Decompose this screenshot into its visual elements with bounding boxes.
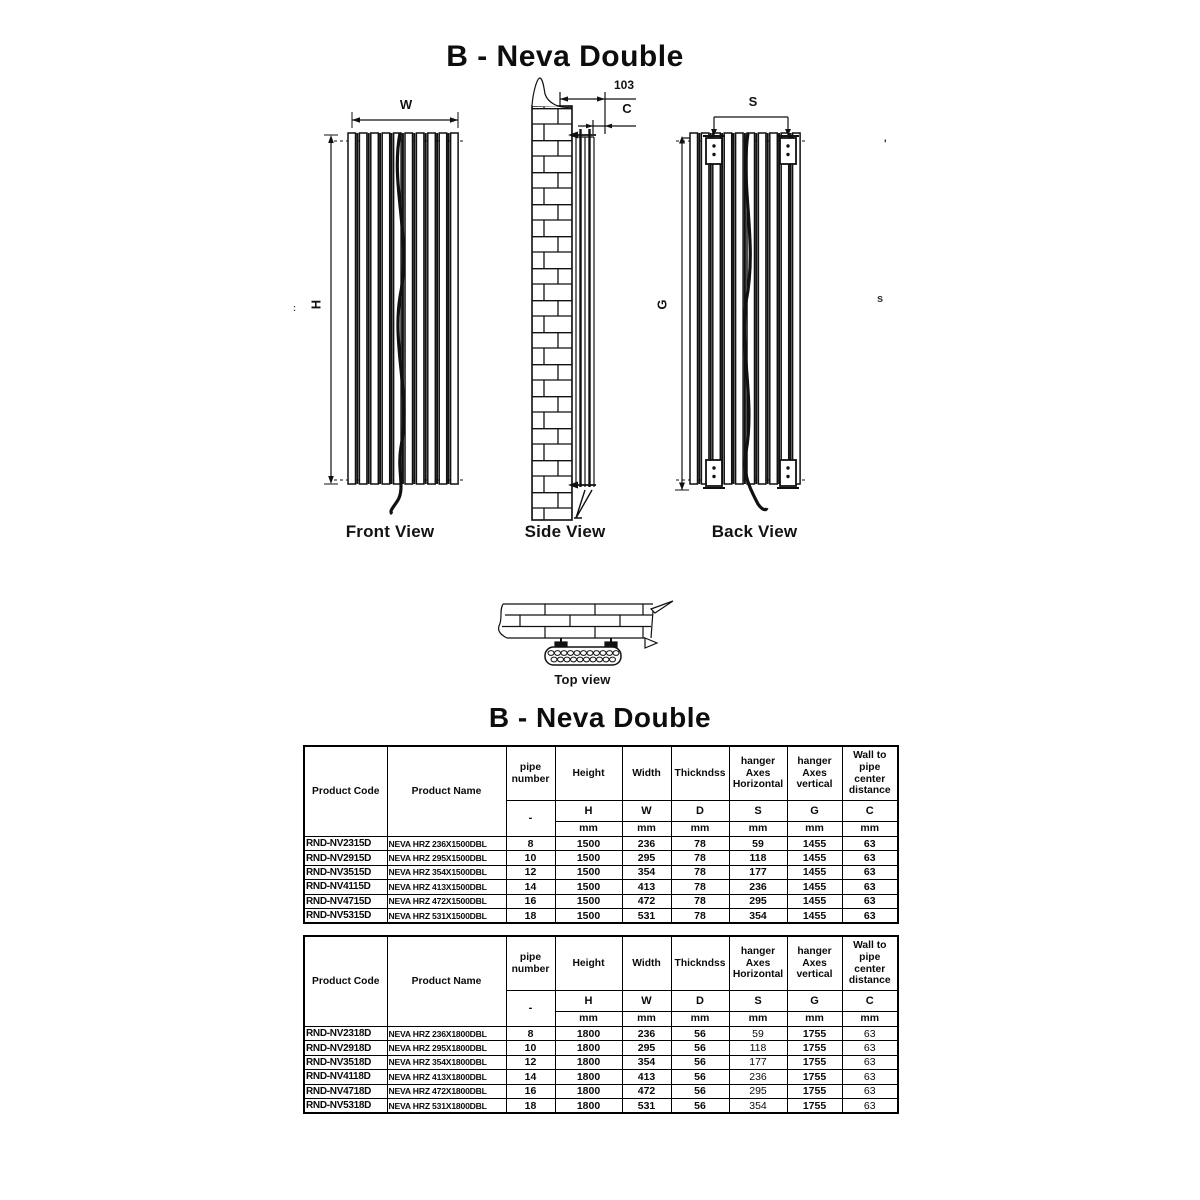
table-cell: NEVA HRZ 236X1800DBL [387,1027,506,1041]
table-cell: 78 [671,908,729,923]
unit-cell: mm [555,822,622,837]
col-height: Height [555,936,622,991]
table-cell: 295 [622,1041,671,1055]
table-cell: 63 [842,1084,898,1098]
col-pipe-number: pipe number [506,936,555,991]
table-cell: NEVA HRZ 354X1500DBL [387,865,506,879]
table-body-1500 [304,837,898,924]
front-view-label: Front View [345,522,435,541]
table-cell: RND-NV4715D [304,894,387,908]
table-cell: 56 [671,1070,729,1084]
brick-course-lines [502,615,652,627]
dim-w-label: W [399,97,413,112]
sub-d: D [671,801,729,822]
table-cell: RND-NV3518D [304,1055,387,1069]
table-cell: 8 [506,837,555,851]
table-cell: 1755 [787,1070,842,1084]
table-cell: 295 [622,851,671,865]
sub-s: S [729,801,787,822]
table-cell: 413 [622,880,671,894]
col-width: Width [622,746,671,801]
spec-table-1500 [303,745,899,924]
table-cell: 472 [622,1084,671,1098]
table-cell: 295 [729,1084,787,1098]
table-cell: 16 [506,894,555,908]
table-cell: 1800 [555,1055,622,1069]
sub-g: G [787,801,842,822]
wall-break-top [532,78,572,107]
radiator-strip [576,137,594,487]
table-cell: 1455 [787,894,842,908]
table-cell: 63 [842,1055,898,1069]
table-cell: RND-NV5315D [304,908,387,923]
bracket-stems [561,638,611,646]
table-cell: 78 [671,851,729,865]
table-cell: 118 [729,851,787,865]
unit-cell: mm [729,1012,787,1027]
table-row [304,1041,898,1055]
table-row [304,894,898,908]
table-cell: 14 [506,1070,555,1084]
table-cell: 1455 [787,865,842,879]
col-hanger-vertical: hanger Axes vertical [787,746,842,801]
table-cell: NEVA HRZ 413X1500DBL [387,880,506,894]
table-cell: RND-NV5318D [304,1098,387,1113]
sub-h: H [555,801,622,822]
table-row [304,1098,898,1113]
sub-w: W [622,991,671,1012]
table-cell: 16 [506,1084,555,1098]
table-cell: 78 [671,865,729,879]
table-row [304,908,898,923]
side-view-label: Side View [524,522,606,541]
wall-band-left-break [499,604,507,638]
table-cell: 236 [729,1070,787,1084]
table-cell: NEVA HRZ 472X1800DBL [387,1084,506,1098]
col-pipe-number: pipe number [506,746,555,801]
col-hanger-horizontal: hanger Axes Horizontal [729,746,787,801]
unit-cell: mm [622,1012,671,1027]
hanger-bracket-top-left [703,136,725,164]
table-cell: RND-NV2918D [304,1041,387,1055]
table-cell: 78 [671,880,729,894]
table-cell: 1500 [555,865,622,879]
table-cell: 18 [506,1098,555,1113]
table-cell: 1800 [555,1098,622,1113]
wall-band-right-step [645,638,657,648]
table-cell: 63 [842,1098,898,1113]
table-cell: 413 [622,1070,671,1084]
spec-table-1800 [303,935,899,1114]
table-cell: 1500 [555,880,622,894]
table-cell: 63 [842,865,898,879]
table-row [304,1027,898,1041]
sub-dash: - [506,801,555,837]
foot-detail [574,490,592,518]
table-cell: NEVA HRZ 413X1800DBL [387,1070,506,1084]
sub-g: G [787,991,842,1012]
table-cell: 236 [729,880,787,894]
brick-wall [532,106,572,520]
col-product-name: Product Name [387,936,506,1027]
back-view-label: Back View [711,522,798,541]
col-product-code: Product Code [304,746,387,837]
table-row [304,1055,898,1069]
table-cell: 18 [506,908,555,923]
table-cell: RND-NV4718D [304,1084,387,1098]
hanger-bracket-top-right [777,136,799,164]
table-cell: 1755 [787,1055,842,1069]
brick-joints [520,604,643,638]
unit-cell: mm [787,1012,842,1027]
table-row [304,837,898,851]
table-cell: 354 [729,1098,787,1113]
table-row [304,880,898,894]
table-cell: 1455 [787,880,842,894]
table-cell: 63 [842,837,898,851]
table-cell: NEVA HRZ 531X1800DBL [387,1098,506,1113]
dim-c-label: C [622,101,632,116]
table-cell: 354 [622,865,671,879]
unit-cell: mm [671,1012,729,1027]
table-cell: RND-NV4115D [304,880,387,894]
table-cell: 1455 [787,851,842,865]
stray-mark: s [877,293,884,305]
table-cell: 1500 [555,851,622,865]
col-width: Width [622,936,671,991]
table-cell: 531 [622,1098,671,1113]
sub-c: C [842,801,898,822]
table-cell: 1755 [787,1084,842,1098]
table-cell: 56 [671,1055,729,1069]
table-cell: NEVA HRZ 236X1500DBL [387,837,506,851]
table-cell: 10 [506,1041,555,1055]
dim-h-label: H [308,299,324,310]
sub-c: C [842,991,898,1012]
table-cell: 56 [671,1098,729,1113]
dim-g-line [682,138,690,490]
table-cell: 63 [842,908,898,923]
table-cell: 1455 [787,908,842,923]
unit-cell: mm [842,822,898,837]
table-row [304,851,898,865]
table-cell: 8 [506,1027,555,1041]
table-cell: 118 [729,1041,787,1055]
stray-mark: : [293,303,296,313]
table-cell: 1800 [555,1041,622,1055]
table-row [304,1084,898,1098]
table-cell: 1500 [555,894,622,908]
table-cell: NEVA HRZ 295X1800DBL [387,1041,506,1055]
table-cell: 78 [671,894,729,908]
unit-cell: mm [842,1012,898,1027]
table-cell: 1800 [555,1027,622,1041]
dim-103-label: 103 [613,78,635,92]
dim-s-label: S [748,94,758,109]
col-hanger-horizontal: hanger Axes Horizontal [729,936,787,991]
table-cell: 1755 [787,1027,842,1041]
sub-s: S [729,991,787,1012]
dim-s-line [714,117,788,134]
table-cell: RND-NV2318D [304,1027,387,1041]
sub-h: H [555,991,622,1012]
stray-mark: ' [884,138,887,150]
col-wall-to-pipe: Wall to pipe center distance [842,936,898,991]
table-cell: 472 [622,894,671,908]
header-row [304,746,898,801]
table-cell: 1755 [787,1098,842,1113]
table-cell: 177 [729,865,787,879]
unit-cell: mm [622,822,671,837]
table-cell: 177 [729,1055,787,1069]
table-cell: 59 [729,837,787,851]
table-cell: 10 [506,851,555,865]
table-cell: 295 [729,894,787,908]
table-cell: 1800 [555,1070,622,1084]
dim-g-label: G [654,299,670,310]
table-row [304,1070,898,1084]
table-cell: NEVA HRZ 295X1500DBL [387,851,506,865]
table-body-1800 [304,1027,898,1114]
table-cell: RND-NV2315D [304,837,387,851]
table-row [304,865,898,879]
table-cell: 236 [622,1027,671,1041]
table-cell: 354 [729,908,787,923]
radiator-top-profile [545,647,621,665]
table-cell: RND-NV4118D [304,1070,387,1084]
table-cell: 63 [842,1041,898,1055]
header-row [304,936,898,991]
sub-dash: - [506,991,555,1027]
col-thickness: Thickndss [671,936,729,991]
col-product-name: Product Name [387,746,506,837]
table-cell: NEVA HRZ 472X1500DBL [387,894,506,908]
top-view-label: Top view [554,672,611,687]
sub-w: W [622,801,671,822]
sub-d: D [671,991,729,1012]
col-height: Height [555,746,622,801]
unit-cell: mm [671,822,729,837]
hanger-bracket-bottom-right [777,460,799,488]
table-cell: 12 [506,865,555,879]
table-cell: RND-NV3515D [304,865,387,879]
table-cell: NEVA HRZ 531X1500DBL [387,908,506,923]
wall-band-right-nib [651,601,673,613]
table-cell: 63 [842,1070,898,1084]
table-cell: 1800 [555,1084,622,1098]
table-cell: 236 [622,837,671,851]
table-cell: 14 [506,880,555,894]
table-cell: 1500 [555,908,622,923]
table-cell: 63 [842,894,898,908]
col-hanger-vertical: hanger Axes vertical [787,936,842,991]
table-cell: 1500 [555,837,622,851]
table-cell: 78 [671,837,729,851]
table-cell: 63 [842,851,898,865]
col-thickness: Thickndss [671,746,729,801]
table-cell: 56 [671,1084,729,1098]
table-cell: RND-NV2915D [304,851,387,865]
table-cell: 56 [671,1027,729,1041]
table-cell: 59 [729,1027,787,1041]
table-cell: 12 [506,1055,555,1069]
col-product-code: Product Code [304,936,387,1027]
unit-cell: mm [787,822,842,837]
table-cell: 63 [842,880,898,894]
front-view-drawing [320,92,470,562]
hanger-bracket-bottom-left [703,460,725,488]
side-view-drawing [498,76,638,536]
spec-section-title: B - Neva Double [488,702,712,733]
table-cell: 531 [622,908,671,923]
page-title: B - Neva Double [446,40,684,73]
table-cell: NEVA HRZ 354X1800DBL [387,1055,506,1069]
table-cell: 63 [842,1027,898,1041]
table-cell: 1755 [787,1041,842,1055]
table-cell: 1455 [787,837,842,851]
back-view-drawing [660,92,810,562]
unit-cell: mm [729,822,787,837]
table-cell: 354 [622,1055,671,1069]
unit-cell: mm [555,1012,622,1027]
table-cell: 56 [671,1041,729,1055]
col-wall-to-pipe: Wall to pipe center distance [842,746,898,801]
